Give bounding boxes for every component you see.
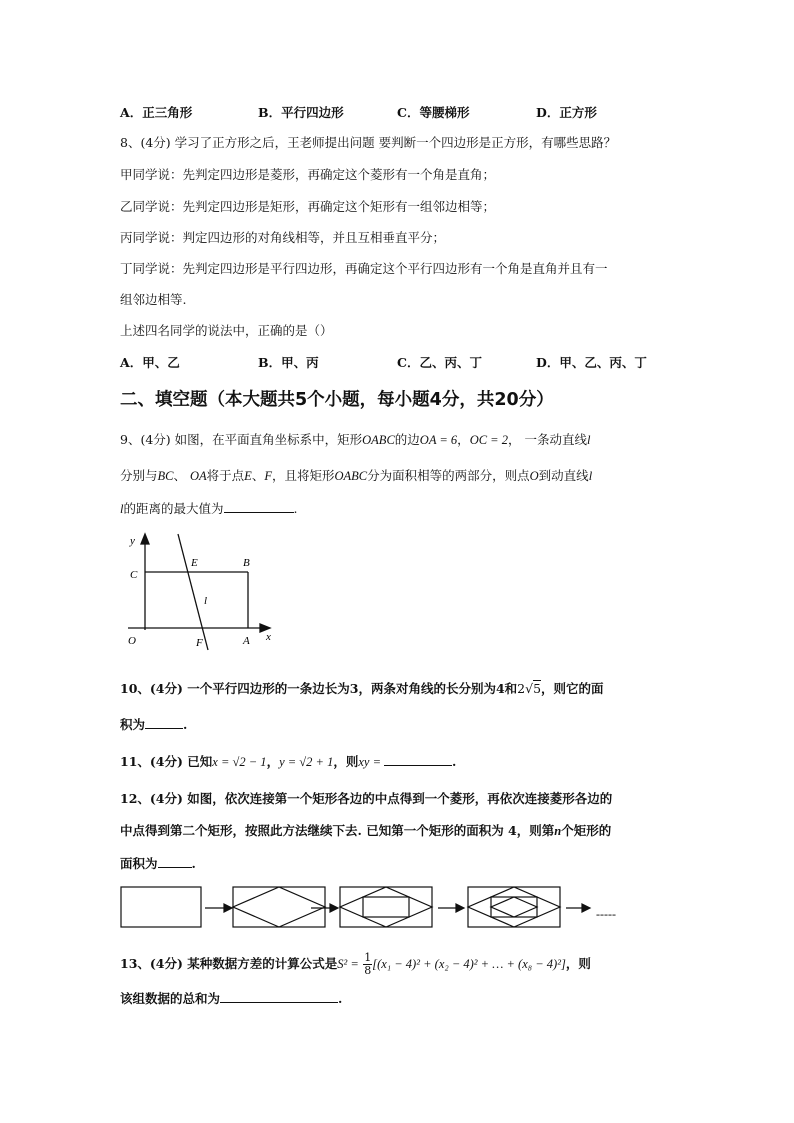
q9-oa: OA [189, 469, 207, 483]
fig4-inner-rect [491, 897, 537, 917]
q8-stem: 8、(4分) 学习了正方形之后，王老师提出问题 要判断一个四边形是正方形，有哪些思路？ [120, 135, 617, 150]
fig3-inner-rect [363, 897, 409, 917]
q8-ding-line2: 组邻边相等. [120, 292, 187, 307]
q10-line2 [120, 716, 187, 734]
q13-line1 [120, 952, 591, 977]
y-axis-arrow [141, 534, 149, 544]
fig4-rhombus [468, 887, 560, 927]
q9-text: 9、(4分) 如图，在平面直角坐标系中，矩形 [120, 432, 363, 447]
q7-option-b: B．平行四边形 [258, 105, 344, 120]
q12-text: 个矩形的 [561, 823, 612, 838]
q9-text: . [293, 501, 298, 516]
q12-text: 面积为 [120, 856, 158, 871]
arrow-1-head [224, 904, 232, 912]
fig2-rect [233, 887, 325, 927]
arrow-2-head [330, 904, 338, 912]
q12-line2 [120, 822, 611, 840]
q13-text: 13、(4分) 某种数据方差的计算公式是 [120, 956, 338, 971]
q10-root-coef: 2 [517, 681, 526, 696]
q10-text: ，则它的面 [541, 681, 604, 696]
section-2-title: 二、填空题（本大题共5个小题，每小题4分，共20分） [120, 390, 554, 410]
line-l [178, 534, 208, 650]
q9-text: ，且将矩形 [271, 468, 335, 483]
q12-text: 中点得到第二个矩形，按照此方法继续下去. 已知第一个矩形的面积为 4，则第 [120, 823, 555, 838]
q10-text: . [183, 717, 188, 732]
q9-text: 将于点 [206, 468, 245, 483]
q11-x-expr: x = √2 − 1 [212, 755, 267, 769]
q12-line1: 12、(4分) 如图，依次连接第一个矩形各边的中点得到一个菱形，再依次连接菱形各边的 [120, 791, 613, 806]
label-a: A [243, 635, 250, 647]
q9-oa-value: OA = 6 [419, 433, 458, 447]
label-f: F [196, 637, 203, 649]
q8-option-c: C．乙、丙、丁 [397, 355, 482, 370]
q9-text: 的距离的最大值为 [123, 501, 224, 516]
q13-text: 该组数据的总和为 [120, 991, 221, 1006]
sqrt-icon: √ [525, 681, 534, 696]
q12-figure [118, 884, 638, 934]
q13-text: ，则 [565, 956, 591, 971]
fig2-rhombus [233, 887, 325, 927]
q7-option-c: C．等腰梯形 [397, 105, 470, 120]
q9-line3 [120, 500, 297, 518]
q10-text: 10、(4分) 一个平行四边形的一条边长为3，两条对角线的长分别为4和 [120, 681, 518, 696]
q9-text: 分为面积相等的两部分，则点 [367, 468, 530, 483]
q8-yi: 乙同学说：先判定四边形是矩形，再确定这个矩形有一组邻边相等； [120, 199, 496, 214]
arrow-3-head [456, 904, 464, 912]
label-x: x [266, 631, 271, 643]
arrow-4-head [582, 904, 590, 912]
q13-answer-blank[interactable] [220, 990, 338, 1003]
q13-fraction [363, 952, 372, 977]
q9-point-f: F [264, 469, 272, 483]
label-l: l [204, 595, 208, 607]
q7-option-d: D．正方形 [536, 105, 597, 120]
q10-root-arg: 5 [533, 681, 542, 696]
q9-figure [120, 532, 280, 652]
q11-text: ， [266, 754, 280, 769]
q9-answer-blank[interactable] [224, 500, 294, 513]
q9-text: 到动直线 [538, 468, 589, 483]
label-c: C [130, 569, 138, 581]
q8-option-a: A．甲、乙 [120, 355, 180, 370]
q9-rect-name: OABC [362, 433, 395, 447]
q8-ding-line1: 丁同学说：先判定四边形是平行四边形，再确定这个平行四边形有一个角是直角并且有一 [120, 261, 608, 276]
q11-text: . [452, 754, 457, 769]
label-o: O [128, 635, 136, 647]
q9-text: 的边 [394, 432, 420, 447]
q12-text: . [191, 856, 196, 871]
q10-text: 积为 [120, 717, 146, 732]
q13-line2 [120, 990, 342, 1008]
fig4-rect [468, 887, 560, 927]
q12-line3 [120, 855, 196, 873]
q11-xy: xy = [358, 755, 382, 769]
q8-bing: 丙同学说：判定四边形的对角线相等，并且互相垂直平分； [120, 230, 446, 245]
label-y: y [130, 535, 135, 547]
q9-line1 [120, 431, 590, 449]
q13-s2: S² = [337, 957, 359, 971]
q9-text: ， 一条动直线 [508, 432, 587, 447]
q9-line-l: l [586, 433, 591, 447]
q13-frac-den: 8 [364, 964, 372, 977]
q11-text: 11、(4分) 已知 [120, 754, 213, 769]
q11-text: ，则 [333, 754, 359, 769]
q11-y-expr: y = √2 + 1 [279, 755, 334, 769]
fig3-rect [340, 887, 432, 927]
fig4-inner-rhombus [491, 897, 537, 917]
q12-n: n [554, 824, 562, 838]
q10-answer-blank[interactable] [145, 716, 183, 729]
q9-line-l: l [588, 469, 593, 483]
q7-option-a: A．正三角形 [120, 105, 193, 120]
q9-line-l: l [120, 502, 124, 516]
q9-point-o: O [529, 469, 539, 483]
q13-bracket-expr: [(x₁ − 4)² + (x₂ − 4)² + … + (x₈ − 4)²] [372, 957, 566, 971]
q9-point-e: E [244, 469, 252, 483]
q9-oc-value: OC = 2 [469, 433, 508, 447]
q11-line [120, 753, 456, 771]
q9-text: ， [457, 432, 470, 447]
fig1-rect [121, 887, 201, 927]
q8-jia: 甲同学说：先判定四边形是菱形，再确定这个菱形有一个角是直角； [120, 167, 496, 182]
q13-text: . [338, 991, 343, 1006]
q8-question: 上述四名同学的说法中，正确的是（） [120, 323, 333, 338]
label-b: B [243, 557, 250, 569]
q9-bc: BC [157, 469, 174, 483]
q10-line1 [120, 680, 604, 698]
q12-answer-blank[interactable] [158, 855, 192, 868]
q12-continue-dashes: ----- [596, 907, 616, 921]
q8-option-d: D．甲、乙、丙、丁 [536, 355, 647, 370]
q9-text: 分别与 [120, 468, 158, 483]
q8-option-b: B．甲、丙 [258, 355, 319, 370]
q9-text: 、 [251, 468, 265, 483]
fig3-rhombus [340, 887, 432, 927]
q11-answer-blank[interactable] [384, 753, 452, 766]
q9-rect-name: OABC [334, 469, 368, 483]
q9-line2 [120, 467, 592, 485]
q13-frac-num: 1 [364, 951, 372, 964]
label-e: E [191, 557, 198, 569]
q9-text: 、 [173, 468, 190, 483]
